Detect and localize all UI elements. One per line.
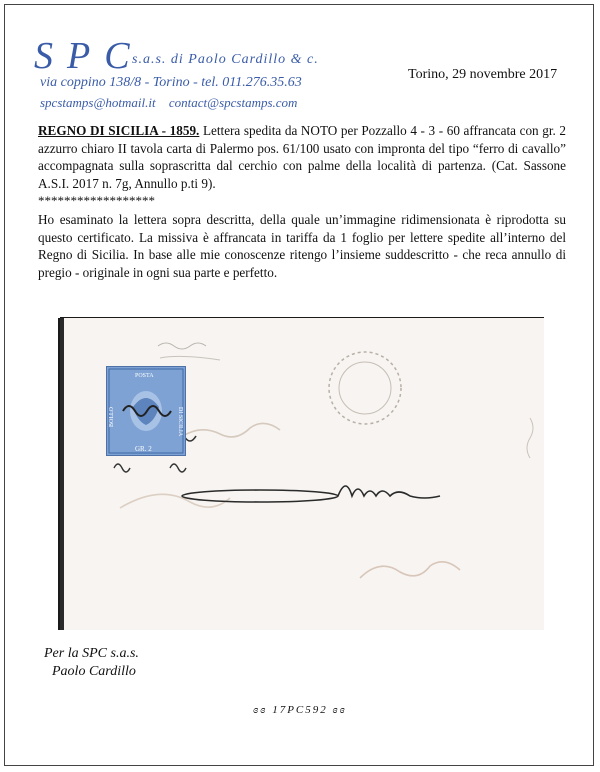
postage-stamp bbox=[106, 366, 186, 456]
certificate-date: Torino, 29 novembre 2017 bbox=[408, 67, 558, 82]
stamp-top-left: POSTA bbox=[135, 373, 154, 379]
email-text: spcstamps@hotmail.it bbox=[40, 95, 156, 110]
signature-company: Per la SPC s.a.s. bbox=[44, 646, 139, 661]
contact-text: contact@spcstamps.com bbox=[168, 95, 298, 110]
company-name: s.a.s. di Paolo Cardillo & c. bbox=[132, 52, 319, 67]
certificate-heading: REGNO DI SICILIA - 1859. bbox=[38, 123, 200, 138]
stamp-top-right: DI SICILIA bbox=[177, 407, 183, 437]
opinion-paragraph: Ho esaminato la lettera sopra descritta, della quale un’immagine ridimensionata è riprodotta su questo certificato. La missiva è affrancata in tariffa da 1 foglio per lettere spedite all’interno del Regno di Sicilia. In base alle mie conoscenze ritengo l’insieme suddescritto - che reca annullo di pregio - originale in ogni sua parte e perfetto. bbox=[38, 212, 566, 280]
description-paragraph bbox=[38, 122, 566, 192]
stamp-design bbox=[107, 367, 185, 455]
stamp-left: BOLLO bbox=[109, 407, 115, 427]
separator-stars: ****************** bbox=[38, 193, 155, 208]
description-text: Lettera spedita da NOTO per Pozzallo 4 - 3 - 60 affrancata con gr. 2 azzurro chiaro II tavola carta di Palermo pos. 61/100 usato con impronta del tipo “ferro di cavallo” accompagnata sulla soprascritta dal cerchio con palme della località di partenza. (Cat. Sassone A.S.I. 2017 n. 7g, Annullo p.ti 9). bbox=[38, 123, 566, 191]
cover-drawing bbox=[60, 318, 544, 630]
stamp-bottom: GR. 2 bbox=[135, 445, 152, 453]
letter-cover-photo bbox=[60, 318, 544, 630]
certificate-serial: ɞɞ 17PC592 ɞɞ bbox=[253, 704, 347, 716]
signature-name: Paolo Cardillo bbox=[52, 664, 136, 679]
company-address: via coppino 138/8 - Torino - tel. 011.276.35.63 bbox=[40, 75, 302, 90]
contacts-row bbox=[40, 95, 370, 111]
logo: SPC bbox=[34, 35, 144, 77]
